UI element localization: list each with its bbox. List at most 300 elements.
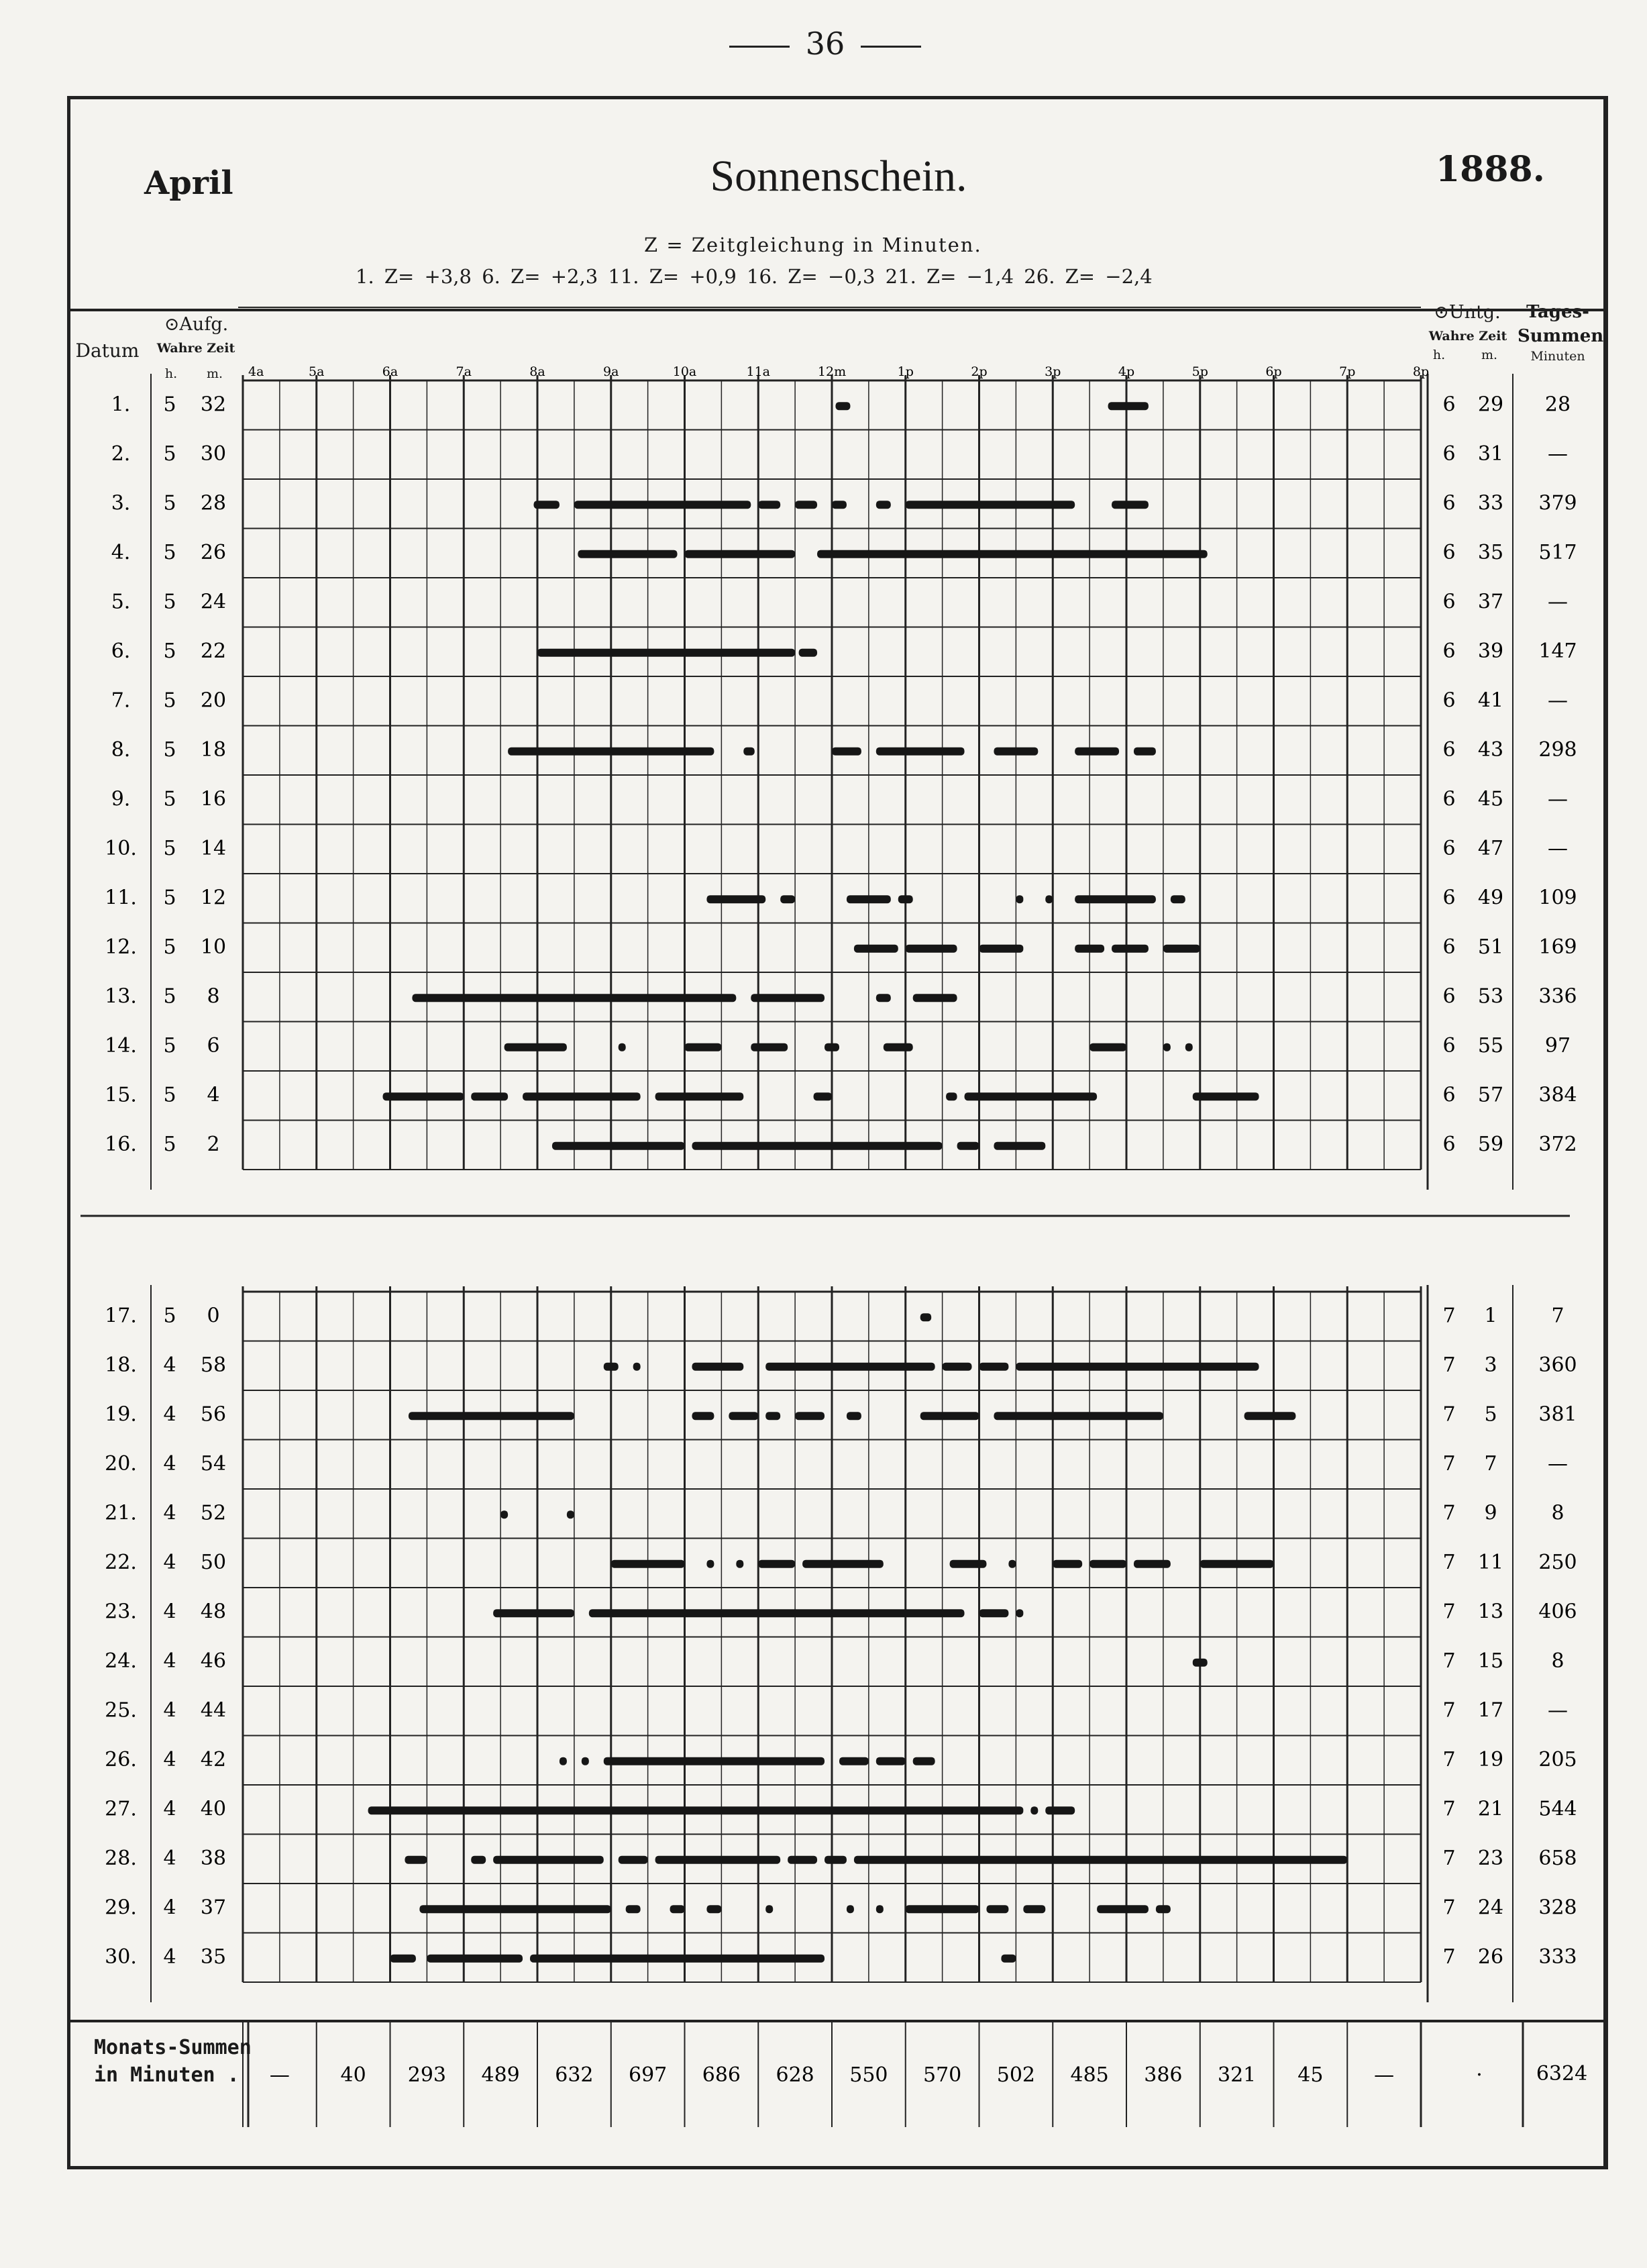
sunshine-bar bbox=[799, 649, 817, 657]
untg-header: ⊙Untg. bbox=[1434, 302, 1501, 323]
sunrise-minute: 48 bbox=[200, 1600, 227, 1624]
sunrise-minute: 32 bbox=[200, 393, 227, 417]
sunshine-bar bbox=[1075, 895, 1156, 903]
sunshine-bar bbox=[780, 895, 795, 903]
hour-label: 2p bbox=[971, 364, 988, 379]
sunshine-bar bbox=[898, 895, 913, 903]
monthly-sum: 550 bbox=[849, 2063, 888, 2087]
sunset-hour: 6 bbox=[1442, 935, 1456, 960]
sunset-hour: 6 bbox=[1442, 639, 1456, 664]
day-date: 3. bbox=[111, 491, 131, 515]
sunshine-bar bbox=[706, 895, 765, 903]
sunset-minute: 17 bbox=[1477, 1698, 1504, 1722]
month-label: April bbox=[144, 164, 233, 202]
sunset-hour: 6 bbox=[1442, 491, 1456, 515]
sunset-minute: 59 bbox=[1477, 1133, 1504, 1157]
sunset-minute: 7 bbox=[1484, 1452, 1497, 1476]
sunshine-bar bbox=[979, 1609, 1009, 1617]
sunshine-bar bbox=[957, 1142, 979, 1150]
sunshine-bar bbox=[412, 994, 736, 1002]
daily-sum: 406 bbox=[1538, 1600, 1577, 1624]
sunshine-bar bbox=[578, 550, 677, 558]
sunrise-hour: 5 bbox=[163, 984, 176, 1009]
sunshine-bar bbox=[1045, 895, 1053, 903]
sunrise-minute: 24 bbox=[200, 590, 227, 614]
day-date: 21. bbox=[105, 1501, 137, 1525]
sunshine-bar bbox=[795, 1412, 825, 1420]
sunrise-hour: 5 bbox=[163, 886, 176, 910]
daily-sum: — bbox=[1548, 442, 1568, 466]
sunshine-bar bbox=[670, 1905, 685, 1913]
sunshine-bar bbox=[913, 994, 957, 1002]
sunset-hour: 7 bbox=[1442, 1551, 1456, 1575]
sunshine-bar bbox=[765, 1905, 773, 1913]
sunset-minute: 11 bbox=[1477, 1551, 1504, 1575]
sunshine-bar bbox=[795, 501, 817, 509]
sunshine-bar bbox=[368, 1806, 1024, 1814]
hour-label: 11a bbox=[746, 364, 771, 379]
equation-label: Z = Zeitgleichung in Minuten. bbox=[644, 234, 982, 256]
day-date: 13. bbox=[105, 984, 137, 1009]
sunshine-bar bbox=[765, 1363, 935, 1371]
sunrise-hour: 4 bbox=[163, 1847, 176, 1871]
sunshine-bar bbox=[906, 501, 1075, 509]
sunrise-hour: 4 bbox=[163, 1452, 176, 1476]
sunset-hour: 6 bbox=[1442, 393, 1456, 417]
sunrise-minute: 56 bbox=[200, 1402, 227, 1427]
sunshine-bar bbox=[1008, 1560, 1016, 1568]
sunrise-hour: 4 bbox=[163, 1698, 176, 1722]
sunrise-minute: 44 bbox=[200, 1698, 227, 1722]
sunset-minute: 33 bbox=[1477, 491, 1504, 515]
sunshine-bar bbox=[986, 1905, 1008, 1913]
daily-sum: 544 bbox=[1538, 1797, 1577, 1821]
monthly-sum: 628 bbox=[776, 2063, 814, 2087]
sunset-hour: 6 bbox=[1442, 738, 1456, 762]
daily-sum: — bbox=[1548, 688, 1568, 713]
day-date: 25. bbox=[105, 1698, 137, 1722]
aufg-m: m. bbox=[206, 366, 223, 381]
sunshine-bar bbox=[1185, 1043, 1193, 1051]
sunset-hour: 6 bbox=[1442, 541, 1456, 565]
hour-label: 3p bbox=[1045, 364, 1061, 379]
year-label: 1888. bbox=[1436, 149, 1545, 190]
sunshine-bar bbox=[1134, 748, 1156, 756]
monthly-sum: 686 bbox=[702, 2063, 741, 2087]
sunrise-hour: 4 bbox=[163, 1797, 176, 1821]
monthly-sum: — bbox=[269, 2063, 290, 2087]
sunshine-bar bbox=[832, 501, 847, 509]
sunshine-bar bbox=[508, 748, 714, 756]
sunset-hour: 6 bbox=[1442, 442, 1456, 466]
sunshine-bar bbox=[706, 1560, 714, 1568]
hour-label: 4p bbox=[1118, 364, 1135, 379]
sunset-minute: 15 bbox=[1477, 1649, 1504, 1673]
sunset-hour: 6 bbox=[1442, 1083, 1456, 1107]
sunshine-bar bbox=[825, 1043, 839, 1051]
page-number: 36 bbox=[691, 25, 959, 62]
sunshine-bar bbox=[685, 550, 796, 558]
sunset-minute: 26 bbox=[1477, 1945, 1504, 1969]
sunshine-bar bbox=[685, 1043, 722, 1051]
sunshine-bar bbox=[765, 1412, 780, 1420]
sunrise-hour: 5 bbox=[163, 1034, 176, 1058]
sunrise-hour: 4 bbox=[163, 1551, 176, 1575]
sunshine-bar bbox=[736, 1560, 743, 1568]
daily-sum: 336 bbox=[1538, 984, 1577, 1009]
sunrise-hour: 5 bbox=[163, 1304, 176, 1328]
sunrise-hour: 5 bbox=[163, 787, 176, 811]
sunshine-bar bbox=[832, 748, 861, 756]
hour-label: 12m bbox=[817, 364, 847, 379]
sunrise-minute: 12 bbox=[200, 886, 227, 910]
aufg-header: ⊙Aufg. bbox=[164, 314, 229, 335]
day-date: 20. bbox=[105, 1452, 137, 1476]
daily-sum: 28 bbox=[1544, 393, 1571, 417]
sunrise-minute: 2 bbox=[207, 1133, 220, 1157]
sunshine-bar bbox=[839, 1757, 869, 1765]
sunset-minute: 23 bbox=[1477, 1847, 1504, 1871]
sunrise-minute: 4 bbox=[207, 1083, 220, 1107]
sunrise-hour: 5 bbox=[163, 639, 176, 664]
sunrise-hour: 5 bbox=[163, 590, 176, 614]
sunrise-minute: 10 bbox=[200, 935, 227, 960]
untg-h: h. bbox=[1432, 348, 1446, 362]
day-date: 2. bbox=[111, 442, 131, 466]
sunshine-bar bbox=[802, 1560, 884, 1568]
hour-label: 8p bbox=[1412, 364, 1430, 379]
sunshine-bar bbox=[604, 1363, 619, 1371]
sunset-minute: 51 bbox=[1477, 935, 1504, 960]
day-date: 15. bbox=[105, 1083, 137, 1107]
day-date: 19. bbox=[105, 1402, 137, 1427]
sunshine-bar bbox=[920, 1412, 979, 1420]
day-date: 24. bbox=[105, 1649, 137, 1673]
sunshine-bar bbox=[825, 1856, 847, 1864]
untg-wahre-zeit: Wahre Zeit bbox=[1428, 329, 1507, 344]
sunshine-bar bbox=[1030, 1806, 1038, 1814]
monthly-sum: 502 bbox=[996, 2063, 1036, 2087]
sunset-minute: 49 bbox=[1477, 886, 1504, 910]
sunshine-bar bbox=[1075, 945, 1104, 953]
daily-sum: 147 bbox=[1538, 639, 1577, 664]
sunshine-bar bbox=[965, 1092, 1098, 1100]
sunshine-bar bbox=[913, 1757, 935, 1765]
sunshine-bar bbox=[692, 1412, 714, 1420]
sunshine-bar bbox=[560, 1757, 567, 1765]
sunset-hour: 7 bbox=[1442, 1847, 1456, 1871]
daily-sum: 8 bbox=[1551, 1649, 1564, 1673]
sunrise-minute: 6 bbox=[207, 1034, 220, 1058]
daily-sum: 7 bbox=[1551, 1304, 1564, 1328]
day-date: 30. bbox=[105, 1945, 137, 1969]
sunrise-minute: 0 bbox=[207, 1304, 220, 1328]
sunshine-bar bbox=[419, 1905, 610, 1913]
day-date: 22. bbox=[105, 1551, 137, 1575]
daily-sum: 333 bbox=[1538, 1945, 1577, 1969]
sunrise-hour: 5 bbox=[163, 1083, 176, 1107]
sunrise-hour: 4 bbox=[163, 1353, 176, 1378]
sunshine-bar bbox=[876, 748, 965, 756]
sunset-hour: 6 bbox=[1442, 688, 1456, 713]
sunset-minute: 21 bbox=[1477, 1797, 1504, 1821]
monthly-sum: 570 bbox=[922, 2063, 962, 2087]
sunset-hour: 7 bbox=[1442, 1797, 1456, 1821]
sunshine-bar bbox=[427, 1955, 523, 1963]
sunshine-bar bbox=[751, 1043, 788, 1051]
sunshine-bar bbox=[1112, 501, 1149, 509]
sunshine-bar bbox=[876, 1905, 884, 1913]
daily-sum: — bbox=[1548, 1452, 1568, 1476]
sunrise-hour: 5 bbox=[163, 491, 176, 515]
sunrise-minute: 30 bbox=[200, 442, 227, 466]
daily-sum: 298 bbox=[1538, 738, 1577, 762]
sunset-hour: 6 bbox=[1442, 590, 1456, 614]
sunshine-bar bbox=[530, 1955, 825, 1963]
sunshine-bar bbox=[493, 1609, 574, 1617]
daily-sum: 658 bbox=[1538, 1847, 1577, 1871]
datum-header: Datum bbox=[75, 340, 140, 362]
sunrise-minute: 18 bbox=[200, 738, 227, 762]
sunshine-bar bbox=[835, 402, 850, 410]
sunshine-bar bbox=[619, 1043, 626, 1051]
summen-header: Summen bbox=[1518, 326, 1604, 346]
sunshine-bar bbox=[604, 1757, 825, 1765]
sunrise-hour: 4 bbox=[163, 1945, 176, 1969]
sunset-hour: 7 bbox=[1442, 1945, 1456, 1969]
day-date: 28. bbox=[105, 1847, 137, 1871]
sunrise-hour: 5 bbox=[163, 738, 176, 762]
sunset-minute: 1 bbox=[1484, 1304, 1497, 1328]
sunshine-bar bbox=[817, 550, 1208, 558]
daily-sum: 379 bbox=[1538, 491, 1577, 515]
sunset-minute: 3 bbox=[1484, 1353, 1497, 1378]
sunshine-bar bbox=[854, 1856, 1347, 1864]
sunshine-bar bbox=[471, 1092, 508, 1100]
sunshine-bar bbox=[758, 1560, 795, 1568]
day-date: 9. bbox=[111, 787, 131, 811]
sunrise-hour: 4 bbox=[163, 1402, 176, 1427]
sunrise-minute: 22 bbox=[200, 639, 227, 664]
sunshine-bar bbox=[589, 1609, 965, 1617]
day-date: 8. bbox=[111, 738, 131, 762]
sunset-minute: 35 bbox=[1477, 541, 1504, 565]
sunshine-bar bbox=[1163, 945, 1200, 953]
sunrise-minute: 40 bbox=[200, 1797, 227, 1821]
hour-label: 6p bbox=[1265, 364, 1282, 379]
sunshine-bar bbox=[1001, 1955, 1016, 1963]
sunshine-bar bbox=[692, 1142, 942, 1150]
sunshine-bar bbox=[537, 649, 795, 657]
sunshine-bar bbox=[1053, 1560, 1082, 1568]
sunshine-bar bbox=[906, 945, 957, 953]
sunshine-bar bbox=[884, 1043, 913, 1051]
sunshine-bar bbox=[729, 1412, 758, 1420]
sunshine-bar bbox=[1108, 402, 1149, 410]
sunset-minute: 45 bbox=[1477, 787, 1504, 811]
sunset-hour: 7 bbox=[1442, 1452, 1456, 1476]
sunshine-bar bbox=[706, 1905, 721, 1913]
sunrise-hour: 5 bbox=[163, 837, 176, 861]
sunset-hour: 6 bbox=[1442, 1133, 1456, 1157]
sunshine-bar bbox=[1163, 1043, 1171, 1051]
sunshine-bar bbox=[611, 1560, 685, 1568]
day-date: 16. bbox=[105, 1133, 137, 1157]
sunset-hour: 7 bbox=[1442, 1304, 1456, 1328]
sunshine-bar bbox=[619, 1856, 648, 1864]
sunshine-bar bbox=[523, 1092, 641, 1100]
grand-total: 6324 bbox=[1536, 2062, 1588, 2085]
hour-label: 7p bbox=[1339, 364, 1356, 379]
sunset-hour: 6 bbox=[1442, 837, 1456, 861]
sunshine-bar bbox=[920, 1313, 931, 1321]
sunset-minute: 24 bbox=[1477, 1896, 1504, 1920]
sunrise-minute: 35 bbox=[200, 1945, 227, 1969]
monthly-sum: 40 bbox=[340, 2063, 366, 2087]
untg-m: m. bbox=[1481, 348, 1498, 362]
sunset-hour: 6 bbox=[1442, 787, 1456, 811]
sunset-minute: 41 bbox=[1477, 688, 1504, 713]
sunrise-minute: 28 bbox=[200, 491, 227, 515]
sunshine-bar bbox=[582, 1757, 589, 1765]
sunshine-bar bbox=[405, 1856, 427, 1864]
sunshine-bar bbox=[493, 1856, 604, 1864]
sunshine-bar bbox=[1200, 1560, 1274, 1568]
daily-sum: — bbox=[1548, 837, 1568, 861]
daily-sum: — bbox=[1548, 590, 1568, 614]
sunrise-minute: 52 bbox=[200, 1501, 227, 1525]
sunshine-bar bbox=[814, 1092, 832, 1100]
sunrise-hour: 5 bbox=[163, 688, 176, 713]
monthly-sum: 697 bbox=[628, 2063, 668, 2087]
sunrise-hour: 5 bbox=[163, 541, 176, 565]
daily-sum: 381 bbox=[1538, 1402, 1577, 1427]
sunshine-bar bbox=[1193, 1659, 1208, 1667]
daily-sum: 384 bbox=[1538, 1083, 1577, 1107]
sunshine-bar bbox=[876, 1757, 906, 1765]
sunset-minute: 39 bbox=[1477, 639, 1504, 664]
day-date: 18. bbox=[105, 1353, 137, 1378]
sunset-minute: 57 bbox=[1477, 1083, 1504, 1107]
sunset-minute: 9 bbox=[1484, 1501, 1497, 1525]
sunset-hour: 7 bbox=[1442, 1896, 1456, 1920]
sunshine-bar bbox=[994, 1142, 1045, 1150]
sunrise-minute: 38 bbox=[200, 1847, 227, 1871]
day-date: 7. bbox=[111, 688, 131, 713]
sunshine-bar bbox=[626, 1905, 641, 1913]
sunshine-bar bbox=[567, 1510, 574, 1518]
day-date: 5. bbox=[111, 590, 131, 614]
sunshine-bar bbox=[504, 1043, 567, 1051]
sunset-hour: 7 bbox=[1442, 1649, 1456, 1673]
sunshine-bar bbox=[751, 994, 825, 1002]
sunshine-bar bbox=[1090, 1560, 1126, 1568]
sunset-hour: 7 bbox=[1442, 1501, 1456, 1525]
sunshine-bar bbox=[876, 501, 891, 509]
sunset-minute: 31 bbox=[1477, 442, 1504, 466]
sunrise-minute: 16 bbox=[200, 787, 227, 811]
sunshine-bar bbox=[906, 1905, 979, 1913]
sunshine-bar bbox=[758, 501, 780, 509]
monthly-sum: 485 bbox=[1070, 2063, 1109, 2087]
hour-label: 8a bbox=[529, 364, 545, 379]
sunshine-bar bbox=[655, 1092, 744, 1100]
sunshine-bar bbox=[383, 1092, 464, 1100]
sunset-minute: 29 bbox=[1477, 393, 1504, 417]
hour-label: 6a bbox=[382, 364, 399, 379]
page-title: Sonnenschein. bbox=[710, 152, 967, 201]
minuten-header: Minuten bbox=[1530, 349, 1585, 364]
sunset-hour: 7 bbox=[1442, 1748, 1456, 1772]
sunshine-bar bbox=[979, 1363, 1009, 1371]
aufg-wahre-zeit: Wahre Zeit bbox=[156, 341, 235, 356]
sunset-minute: 55 bbox=[1477, 1034, 1504, 1058]
sunrise-minute: 26 bbox=[200, 541, 227, 565]
daily-sum: 250 bbox=[1538, 1551, 1577, 1575]
sunset-minute: 19 bbox=[1477, 1748, 1504, 1772]
daily-sum: 169 bbox=[1538, 935, 1577, 960]
sunset-hour: 6 bbox=[1442, 1034, 1456, 1058]
hour-label: 5p bbox=[1191, 364, 1208, 379]
daily-sum: 97 bbox=[1544, 1034, 1571, 1058]
totals-label-line2: in Minuten . bbox=[94, 2063, 240, 2087]
daily-sum: — bbox=[1548, 787, 1568, 811]
sunrise-minute: 14 bbox=[200, 837, 227, 861]
sunrise-minute: 46 bbox=[200, 1649, 227, 1673]
day-date: 23. bbox=[105, 1600, 137, 1624]
hour-label: 9a bbox=[603, 364, 619, 379]
sunshine-bar bbox=[1045, 1806, 1075, 1814]
sunshine-bar bbox=[500, 1510, 508, 1518]
daily-sum: 8 bbox=[1551, 1501, 1564, 1525]
daily-sum: 517 bbox=[1538, 541, 1577, 565]
sunset-hour: 7 bbox=[1442, 1402, 1456, 1427]
sunset-hour: 6 bbox=[1442, 984, 1456, 1009]
sunshine-bar bbox=[1156, 1905, 1171, 1913]
monthly-sum: 45 bbox=[1297, 2063, 1324, 2087]
sunshine-bar bbox=[552, 1142, 685, 1150]
day-date: 11. bbox=[105, 886, 137, 910]
sunshine-bar bbox=[1097, 1905, 1149, 1913]
sunshine-bar bbox=[994, 1412, 1163, 1420]
day-date: 6. bbox=[111, 639, 131, 664]
totals-label-line1: Monats-Summen bbox=[94, 2036, 252, 2059]
monthly-sum: 489 bbox=[481, 2063, 520, 2087]
day-date: 14. bbox=[105, 1034, 137, 1058]
daily-sum: 360 bbox=[1538, 1353, 1577, 1378]
sunshine-bar bbox=[692, 1363, 743, 1371]
sunshine-bar bbox=[854, 945, 898, 953]
sunshine-bar bbox=[409, 1412, 574, 1420]
sunshine-bar bbox=[847, 1905, 854, 1913]
sunset-minute: 13 bbox=[1477, 1600, 1504, 1624]
sunset-minute: 43 bbox=[1477, 738, 1504, 762]
sunshine-bar bbox=[1134, 1560, 1171, 1568]
sunset-minute: 53 bbox=[1477, 984, 1504, 1009]
sunrise-minute: 20 bbox=[200, 688, 227, 713]
sunrise-minute: 54 bbox=[200, 1452, 227, 1476]
daily-sum: 205 bbox=[1538, 1748, 1577, 1772]
monthly-sum: 386 bbox=[1144, 2063, 1183, 2087]
sunshine-bar bbox=[471, 1856, 486, 1864]
sunshine-bar bbox=[655, 1856, 781, 1864]
sunshine-bar bbox=[788, 1856, 817, 1864]
sunrise-hour: 5 bbox=[163, 442, 176, 466]
totals-untg-cell: · bbox=[1476, 2063, 1483, 2087]
tages-header: Tages- bbox=[1526, 302, 1589, 322]
monthly-sum: — bbox=[1374, 2063, 1395, 2087]
sunset-minute: 47 bbox=[1477, 837, 1504, 861]
